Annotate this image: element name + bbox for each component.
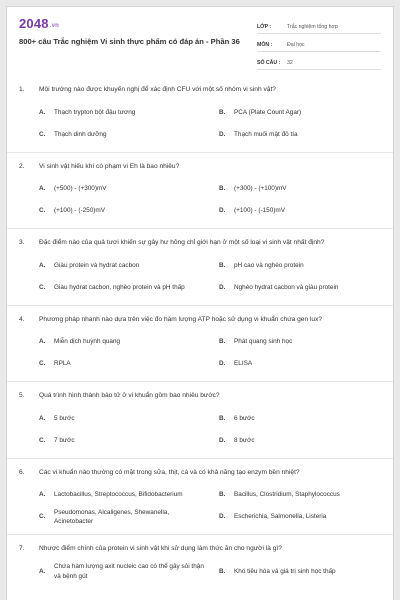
option-letter: B.	[219, 185, 226, 193]
option-letter: B.	[219, 491, 226, 499]
answer-option[interactable]	[39, 561, 211, 583]
answer-options	[19, 178, 381, 222]
option-letter: D.	[219, 436, 226, 444]
question-text: Vi sinh vật hiếu khí có phạm vi Eh là bao nhiêu?	[39, 162, 180, 170]
option-letter: C.	[39, 513, 46, 521]
answer-options	[19, 484, 381, 528]
question-item	[7, 534, 393, 589]
question-item	[7, 152, 393, 229]
option-text: Chứa hàm lượng axit nucleic cao có thể gây sỏi thận và bệnh gút	[54, 563, 204, 580]
question-text: Đặc điểm nào của quả tươi khiến sự gây hư hỏng chỉ giới hạn ở một số loại vi sinh vật nhất định?	[39, 239, 325, 247]
meta-value: Trắc nghiệm tổng hợp	[287, 24, 338, 30]
option-letter: D.	[219, 207, 226, 215]
meta-row-subject	[257, 34, 381, 52]
answer-option[interactable]	[39, 200, 211, 222]
answer-options	[19, 331, 381, 375]
logo-main: 2048	[19, 16, 49, 31]
question-number: 7.	[19, 545, 25, 553]
option-text: Nghèo hydrat cacbon và giàu protein	[234, 283, 339, 291]
answer-options	[19, 255, 381, 299]
worksheet-page	[6, 6, 394, 600]
option-text: (+500) - (+300)mV	[54, 185, 107, 193]
meta-row-class	[257, 16, 381, 34]
worksheet-header	[7, 7, 393, 73]
question-list	[7, 79, 393, 589]
answer-option[interactable]	[219, 102, 391, 124]
question-number: 4.	[19, 315, 25, 323]
option-text: 6 bước	[234, 414, 255, 422]
meta-row-question-count	[257, 52, 381, 70]
meta-value: 32	[287, 60, 293, 66]
answer-option[interactable]	[39, 353, 211, 375]
option-letter: B.	[219, 414, 226, 422]
option-text: 7 bước	[54, 436, 75, 444]
option-text: Khó tiêu hóa và giá trị sinh học thấp	[234, 568, 336, 576]
option-text: RPLA	[54, 360, 71, 368]
answer-option[interactable]	[39, 277, 211, 299]
option-text: ELISA	[234, 360, 253, 368]
option-text: pH cao và nghèo protein	[234, 261, 304, 269]
question-text: Nhược điểm chính của protein vi sinh vật khi sử dụng làm thức ăn cho người là gì?	[39, 545, 282, 553]
answer-option[interactable]	[39, 408, 211, 430]
question-number: 5.	[19, 392, 25, 400]
option-text: Escherichia, Salmonella, Listeria	[234, 513, 327, 521]
option-letter: C.	[39, 283, 46, 291]
answer-option[interactable]	[219, 561, 391, 583]
answer-option[interactable]	[219, 178, 391, 200]
question-number: 2.	[19, 162, 25, 170]
answer-option[interactable]	[219, 331, 391, 353]
option-text: PCA (Plate Count Agar)	[234, 108, 302, 116]
option-text: Phát quang sinh học	[234, 338, 293, 346]
option-letter: C.	[39, 436, 46, 444]
answer-option[interactable]	[39, 484, 211, 506]
option-letter: B.	[219, 568, 226, 576]
option-letter: D.	[219, 360, 226, 368]
option-text: 5 bước	[54, 414, 75, 422]
option-letter: A.	[39, 338, 46, 346]
option-text: (+300) - (+100)mV	[234, 185, 287, 193]
option-text: Thạch trypton bột đậu tương	[54, 108, 136, 116]
meta-value: Đại học	[287, 42, 305, 48]
option-letter: C.	[39, 130, 46, 138]
option-letter: D.	[219, 283, 226, 291]
question-item	[7, 381, 393, 458]
option-text: Miễn dịch huỳnh quang	[54, 338, 121, 346]
question-text: Quá trình hình thành bào tử ở vi khuẩn gồm bao nhiêu bước?	[39, 392, 220, 400]
question-text: Phương pháp nhanh nào dựa trên việc đo hàm lượng ATP hoặc sử dụng vi khuẩn chứa gen lux?	[39, 315, 323, 323]
answer-options	[19, 561, 381, 583]
question-text: Các vi khuẩn nào thường có mặt trong sữa, thịt, cá và có khả năng tạo enzym bền nhiệt?	[39, 468, 300, 476]
option-text: Bacillus, Clostridium, Staphylococcus	[234, 491, 340, 499]
option-letter: C.	[39, 360, 46, 368]
question-item	[7, 228, 393, 305]
answer-option[interactable]	[39, 331, 211, 353]
option-letter: A.	[39, 108, 46, 116]
answer-option[interactable]	[39, 178, 211, 200]
answer-option[interactable]	[219, 124, 391, 146]
option-text: Pseudomonas, Alcaligenes, Shewanella, Acinetobacter	[54, 508, 170, 526]
option-text: 8 bước	[234, 436, 255, 444]
question-item	[7, 79, 393, 152]
meta-label: MÔN :	[257, 42, 273, 48]
answer-options	[19, 102, 381, 146]
answer-option[interactable]	[219, 255, 391, 277]
worksheet-meta	[257, 16, 381, 70]
option-text: Thạch muối mật đỏ tía	[234, 130, 298, 138]
option-letter: A.	[39, 261, 46, 269]
option-letter: A.	[39, 414, 46, 422]
answer-option[interactable]	[39, 124, 211, 146]
answer-options	[19, 408, 381, 452]
answer-option[interactable]	[219, 353, 391, 375]
option-text: Thạch dinh dưỡng	[54, 130, 107, 138]
answer-option[interactable]	[219, 506, 391, 528]
question-number: 3.	[19, 239, 25, 247]
option-text: (+100) - (-150)mV	[234, 207, 285, 215]
question-number: 6.	[19, 468, 25, 476]
answer-option[interactable]	[219, 430, 391, 452]
question-text: Môi trường nào được khuyến nghị để xác định CFU với một số nhóm vi sinh vật?	[39, 86, 276, 93]
site-logo[interactable]	[19, 16, 59, 31]
option-letter: B.	[219, 261, 226, 269]
option-letter: C.	[39, 207, 46, 215]
option-letter: D.	[219, 513, 226, 521]
option-letter: B.	[219, 108, 226, 116]
option-text: (+100) - (-250)mV	[54, 207, 105, 215]
option-letter: A.	[39, 185, 46, 193]
answer-option[interactable]	[219, 200, 391, 222]
option-letter: D.	[219, 130, 226, 138]
meta-label: SỐ CÂU :	[257, 60, 281, 66]
question-number: 1.	[19, 86, 25, 93]
answer-option[interactable]	[219, 277, 391, 299]
meta-label: LỚP :	[257, 24, 272, 30]
option-letter: B.	[219, 338, 226, 346]
answer-option[interactable]	[39, 102, 211, 124]
logo-suffix: .vn	[49, 23, 60, 29]
answer-option[interactable]	[39, 506, 211, 528]
option-letter: A.	[39, 568, 46, 576]
option-text: Lactobacillus, Streptococcus, Bifidobacterium	[54, 491, 183, 499]
answer-option[interactable]	[219, 484, 391, 506]
option-text: Giàu hydrat cacbon, nghèo protein và pH thấp	[54, 283, 185, 291]
option-text: Giàu protein và hydrat cacbon	[54, 261, 140, 269]
answer-option[interactable]	[39, 430, 211, 452]
question-item	[7, 458, 393, 535]
option-letter: A.	[39, 491, 46, 499]
answer-option[interactable]	[219, 408, 391, 430]
answer-option[interactable]	[39, 255, 211, 277]
question-item	[7, 305, 393, 382]
document-title: 800+ câu Trắc nghiệm Vi sinh thực phẩm có đáp án - Phần 36	[19, 37, 240, 46]
